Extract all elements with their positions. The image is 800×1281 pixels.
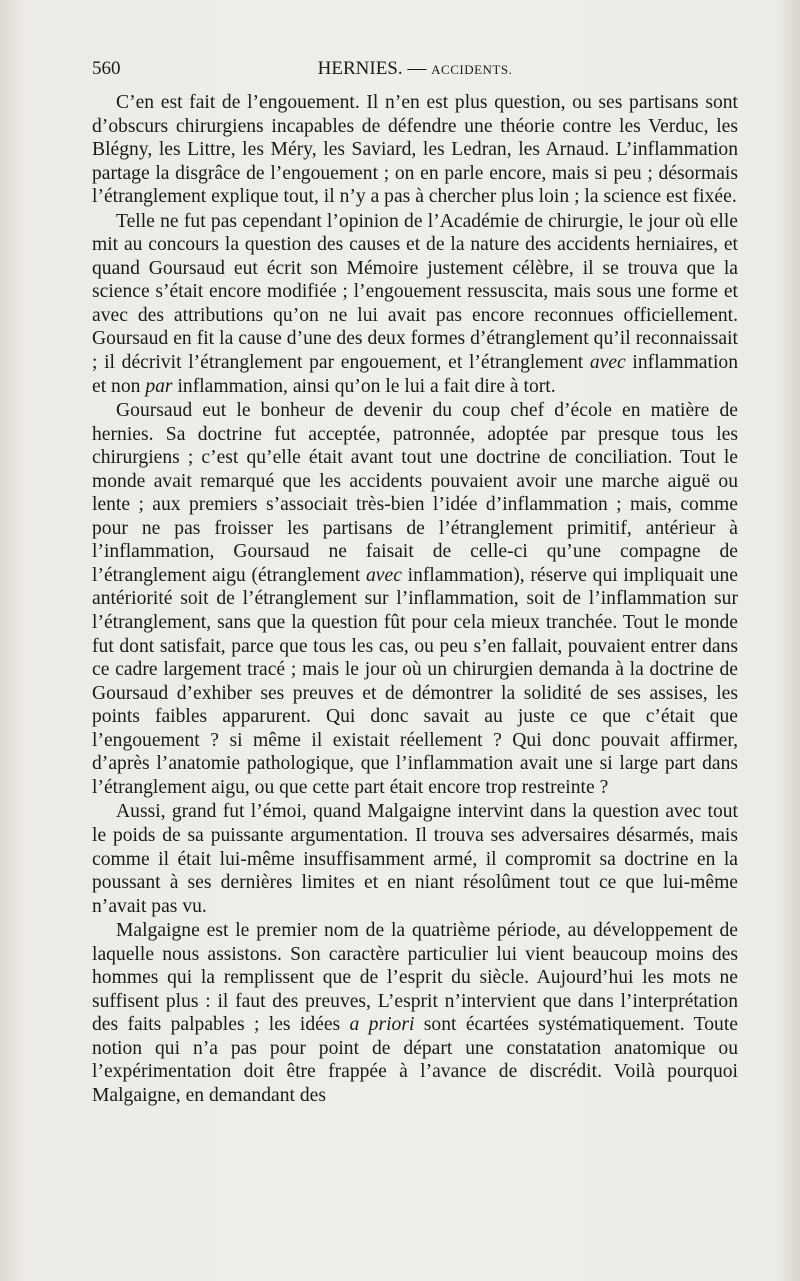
paragraph-1: C’en est fait de l’engouement. Il n’en est plus question, ou ses partisans sont d’obscurs chirurgiens incapables de défendre une théorie contre les Verduc, les Blégny, les Littre, les Méry, les Saviard, les Ledran, les Arnaud. L’inflammation partage la disgrâce de l’engouement ; on en parle encore, mais si peu ; désormais l’étranglement explique tout, il n’y a pas à chercher plus loin ; la science est fixée. <box>92 92 738 208</box>
italic-avec: avec <box>589 352 626 374</box>
paragraph-3: Goursaud eut le bonheur de devenir du coup chef d’école en matière de hernies. Sa doctrine fut acceptée, patronnée, adoptée par presque tous les chirurgiens ; c’est qu’elle était avant tout une doctrine de conciliation. Tout le monde avait remarqué que les accidents pouvaient avoir une marche aiguë ou lente ; aux premiers s’associait très-bien l’idée d’inflammation ; mais, comme pour ne pas froisser les partisans de l’étranglement primitif, antérieur à l’inflammation, Goursaud ne faisait de celle-ci qu’une compagne de l’étranglement aigu (étranglement avec inflammation), réserve qui impliquait une antériorité soit de l’étranglement sur l’inflammation, soit de l’inflammation sur l’étranglement, sans que la question fût pour cela mieux tranchée. Tout le monde fut dont satisfait, parce que tous les cas, ou peu s’en fallait, pouvaient entrer dans ce cadre largement tracé ; mais le jour où un chirurgien demanda à la doctrine de Goursaud d’exhiber ses preuves et de démontrer la solidité de ses assises, les points faibles apparurent. Qui donc savait au juste ce que c’était que l’engouement ? si même il existait réellement ? Qui donc pouvait affirmer, d’après l’anatomie pathologique, que l’inflammation avait une si large part dans l’étranglement aigu, ou que cette part était encore trop restreinte ? <box>92 400 738 798</box>
running-head <box>92 58 738 80</box>
page-body <box>92 91 738 1108</box>
paragraph-4: Aussi, grand fut l’émoi, quand Malgaigne intervint dans la question avec tout le poids de sa puissante argumentation. Il trouva ses adversaires désarmés, mais comme il était lui-même insuffisamment armé, il compromit sa doctrine en la poussant à ses dernières limites et en niant résolûment tout ce que lui-même n’avait pas vu. <box>92 801 738 917</box>
paragraph-5: Malgaigne est le premier nom de la quatrième période, au développement de laquelle nous assistons. Son caractère particulier lui vient beaucoup moins des hommes qui la remplissent que de l’esprit du siècle. Aujourd’hui les mots ne suffisent plus : il faut des preuves, L’esprit n’intervient que dans l’interprétation des faits palpables ; les idées a priori sont écartées systématiquement. Toute notion qui n’a pas pour point de départ une constatation anatomique ou l’expérimentation doit être frappée à l’avance de discrédit. Voilà pourquoi Malgaigne, en demandant des <box>92 920 738 1106</box>
running-head-subtitle: ACCIDENTS. <box>431 62 513 77</box>
italic-a-priori: a priori <box>349 1014 415 1036</box>
paragraph-2: Telle ne fut pas cependant l’opinion de l’Académie de chirurgie, le jour où elle mit au concours la question des causes et de la nature des accidents herniaires, et quand Goursaud eut écrit son Mémoire justement célèbre, il se trouva que la science s’était encore modifiée ; l’engouement ressuscita, mais sous une forme et avec des attributions qu’on ne lui avait pas encore reconnues officiellement. Goursaud en fit la cause d’une des deux formes d’étranglement qu’il reconnaissait ; il décrivit l’étranglement par engouement, et l’étranglement avec inflammation et non par inflammation, ainsi qu’on le lui a fait dire à tort. <box>92 210 738 397</box>
italic-par: par <box>145 375 173 397</box>
page-header <box>92 58 738 88</box>
running-head-title: HERNIES. <box>317 58 403 79</box>
page-number: 560 <box>92 58 121 79</box>
running-head-separator: — <box>407 58 427 79</box>
italic-avec: avec <box>366 564 402 586</box>
